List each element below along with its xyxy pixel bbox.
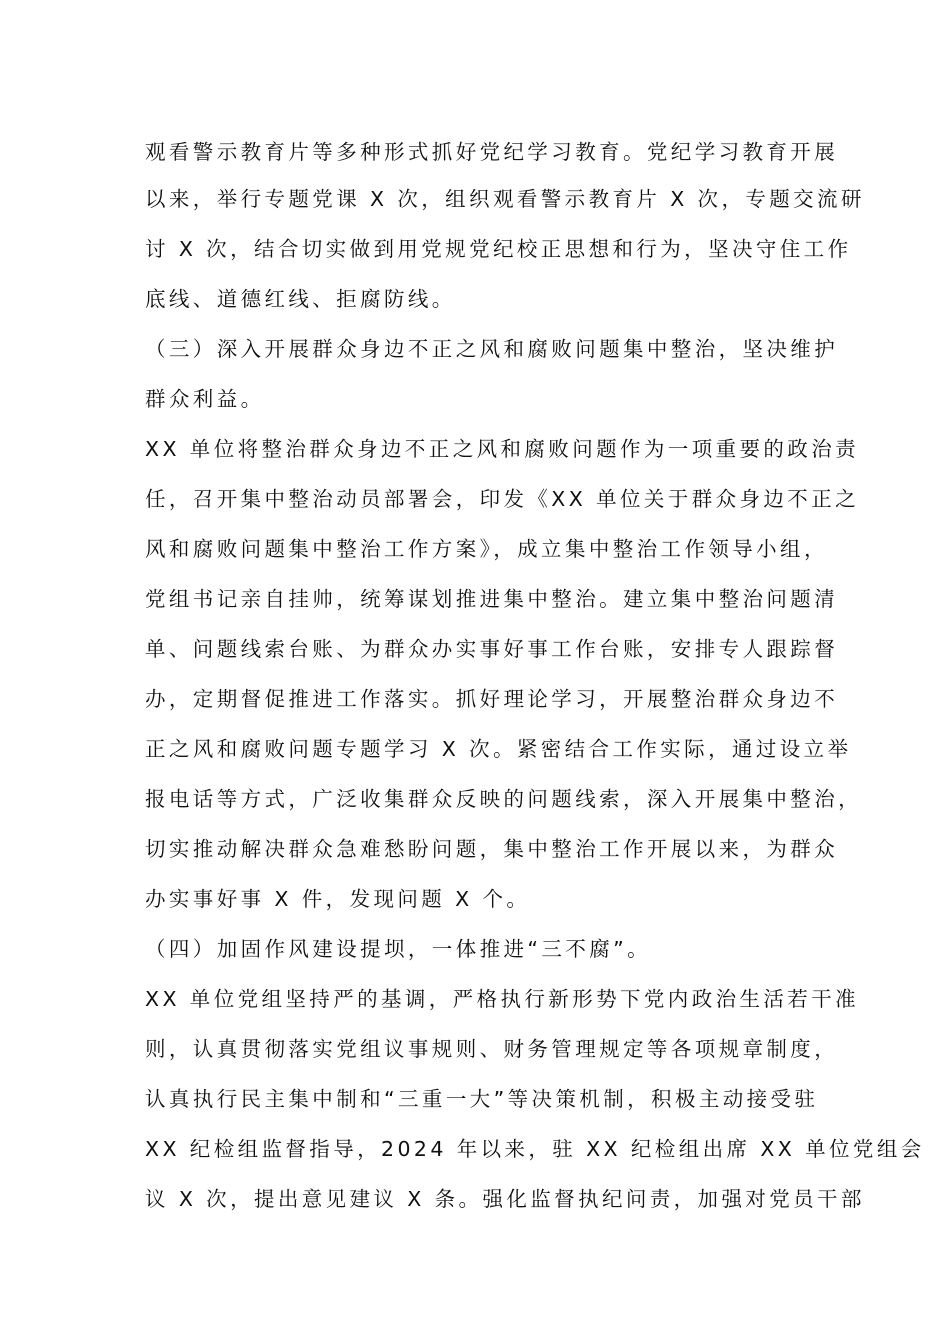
text-line: 底线、道德红线、拒腐防线。: [145, 287, 456, 311]
text-line: 办实事好事 X 件，发现问题 X 个。: [145, 887, 531, 911]
text-line: 切实推动解决群众急难愁盼问题，集中整治工作开展以来，为群众: [145, 837, 839, 861]
text-line: 办，定期督促推进工作落实。抓好理论学习，开展整治群众身边不: [145, 687, 839, 711]
text-line: 以来，举行专题党课 X 次，组织观看警示教育片 X 次，专题交流研: [145, 187, 865, 211]
text-line: 正之风和腐败问题专题学习 X 次。紧密结合工作实际，通过设立举: [145, 737, 852, 761]
section-heading: （四）加固作风建设提坝，一体推进“三不腐”。: [145, 937, 652, 961]
text-line: 党组书记亲自挂帅，统筹谋划推进集中整治。建立集中整治问题清: [145, 587, 839, 611]
text-line: XX 单位党组坚持严的基调，严格执行新形势下党内政治生活若干准: [145, 987, 860, 1011]
section-heading: （三）深入开展群众身边不正之风和腐败问题集中整治，坚决维护: [145, 337, 839, 361]
text-line: XX 纪检组监督指导，2024 年以来，驻 XX 纪检组出席 XX 单位党组会: [145, 1137, 925, 1161]
text-line: 报电话等方式，广泛收集群众反映的问题线索，深入开展集中整治，: [145, 787, 862, 811]
text-line: 任，召开集中整治动员部署会，印发《XX 单位关于群众身边不正之: [145, 487, 860, 511]
text-line: 风和腐败问题集中整治工作方案》，成立集中整治工作领导小组，: [145, 537, 828, 561]
section-heading: 群众利益。: [145, 387, 265, 411]
text-line: XX 单位将整治群众身边不正之风和腐败问题作为一项重要的政治责: [145, 437, 860, 461]
text-line: 单、问题线索台账、为群众办实事好事工作台账，安排专人跟踪督: [145, 637, 839, 661]
text-line: 议 X 次，提出意见建议 X 条。强化监督执纪问责，加强对党员干部: [145, 1187, 865, 1211]
text-line: 讨 X 次，结合切实做到用党规党纪校正思想和行为，坚决守住工作: [145, 237, 852, 261]
text-line: 认真执行民主集中制和“三重一大”等决策机制，积极主动接受驻: [145, 1087, 819, 1111]
text-line: 观看警示教育片等多种形式抓好党纪学习教育。党纪学习教育开展: [145, 140, 839, 164]
text-line: 则，认真贯彻落实党组议事规则、财务管理规定等各项规章制度，: [145, 1037, 839, 1061]
